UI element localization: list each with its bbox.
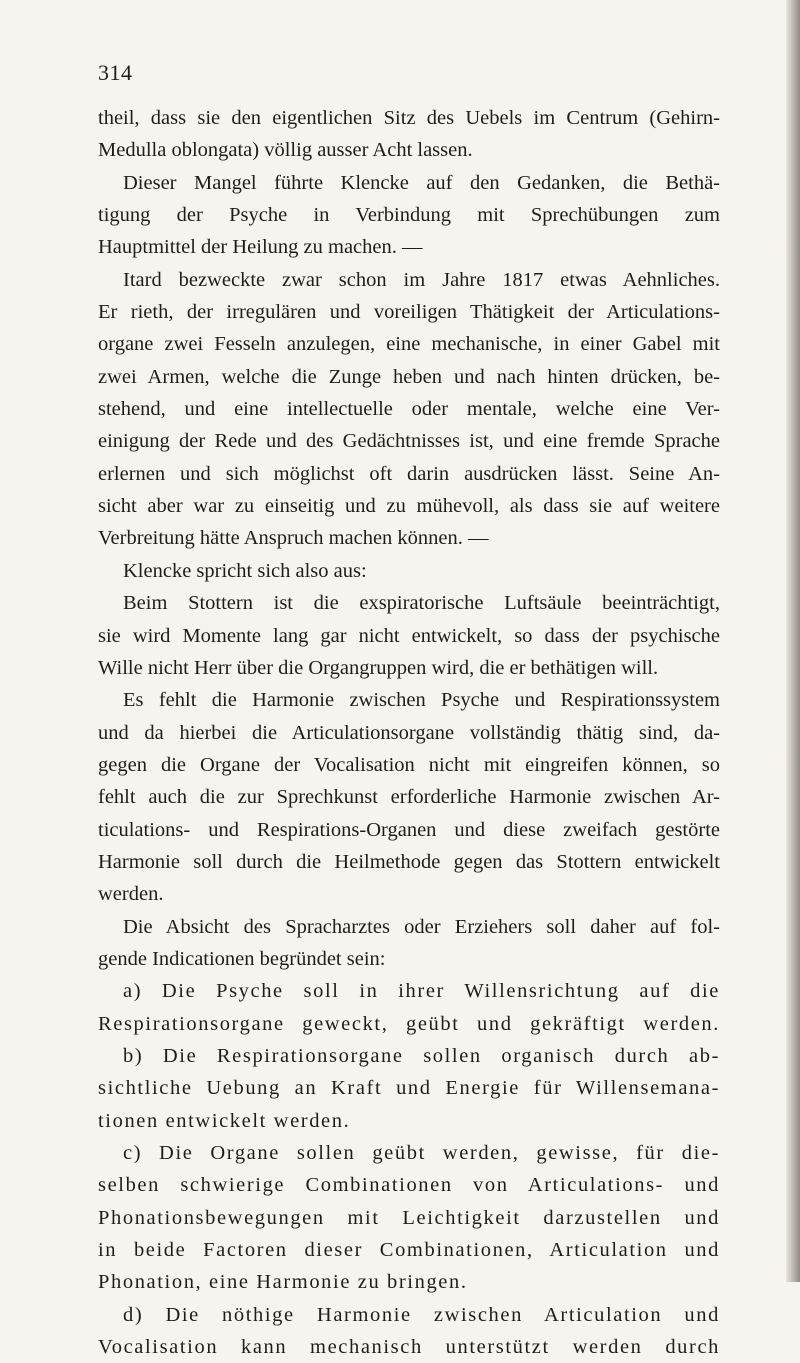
text-line: Wille nicht Herr über die Organgruppen wird, die er bethätigen will.	[98, 656, 659, 679]
text-line: organe zwei Fesseln anzulegen, eine mechanische, in einer Gabel mit	[98, 333, 720, 356]
text-line: c) Die Organe sollen geübt werden, gewisse, für die-	[123, 1142, 720, 1164]
text-line: theil, dass sie den eigentlichen Sitz des Uebels im Centrum (Gehirn-	[98, 107, 720, 129]
text-line: a) Die Psyche soll in ihrer Willensrichtung auf die	[123, 980, 720, 1003]
text-line: Vocalisation kann mechanisch unterstützt werden durch	[98, 1336, 720, 1359]
text-line: Hauptmittel der Heilung zu machen. —	[98, 236, 423, 259]
text-line: tigung der Psyche in Verbindung mit Sprechübungen zum	[98, 204, 720, 227]
text-line: Dieser Mangel führte Klencke auf den Gedanken, die Bethä-	[123, 171, 720, 194]
text-line: und da hierbei die Articulationsorgane vollständig thätig sind, da-	[98, 721, 720, 744]
text-line: sicht aber war zu einseitig und zu mühevoll, als dass sie auf weitere	[98, 495, 720, 518]
text-line: sichtliche Uebung an Kraft und Energie für Willensemana-	[98, 1077, 720, 1100]
text-line: Die Absicht des Spracharztes oder Erziehers soll daher auf fol-	[123, 915, 720, 938]
text-line: ticulations- und Respirations-Organen und diese zweifach gestörte	[98, 818, 720, 841]
text-line: Phonationsbewegungen mit Leichtigkeit darzustellen und	[98, 1206, 720, 1229]
scan-edge-shadow	[786, 0, 800, 1282]
text-line: selben schwierige Combinationen von Articulations- und	[98, 1174, 720, 1197]
text-line: zwei Armen, welche die Zunge heben und nach hinten drücken, be-	[98, 365, 720, 388]
text-line: erlernen und sich möglichst oft darin ausdrücken lässt. Seine An-	[98, 462, 720, 485]
text-line: d) Die nöthige Harmonie zwischen Articulation und	[123, 1303, 720, 1326]
text-line: Harmonie soll durch die Heilmethode gegen das Stottern entwickelt	[98, 850, 720, 873]
text-line: gende Indicationen begründet sein:	[98, 947, 386, 970]
text-line: sie wird Momente lang gar nicht entwickelt, so dass der psychische	[98, 624, 720, 647]
text-line: gegen die Organe der Vocalisation nicht mit eingreifen können, so	[98, 753, 720, 776]
text-line: b) Die Respirationsorgane sollen organisch durch ab-	[123, 1044, 720, 1067]
text-line: in beide Factoren dieser Combinationen, Articulation und	[98, 1239, 720, 1262]
text-line: werden.	[98, 883, 164, 906]
text-line: Phonation, eine Harmonie zu bringen.	[98, 1271, 468, 1294]
text-line: tionen entwickelt werden.	[98, 1109, 351, 1132]
text-line: Verbreitung hätte Anspruch machen können. —	[98, 527, 489, 550]
body-text	[98, 102, 720, 1363]
text-line: Es fehlt die Harmonie zwischen Psyche und Respirationssystem	[123, 689, 720, 712]
text-line: fehlt auch die zur Sprechkunst erforderliche Harmonie zwischen Ar-	[98, 786, 720, 809]
text-line: stehend, und eine intellectuelle oder mentale, welche eine Ver-	[98, 398, 720, 421]
page-number: 314	[98, 60, 133, 85]
text-line: Beim Stottern ist die exspiratorische Luftsäule beeinträchtigt,	[123, 592, 720, 615]
text-line: Medulla oblongata) völlig ausser Acht lassen.	[98, 139, 473, 162]
text-line: einigung der Rede und des Gedächtnisses ist, und eine fremde Sprache	[98, 430, 720, 453]
text-line: Er rieth, der irregulären und voreiligen Thätigkeit der Articulations-	[98, 301, 720, 324]
text-line: Klencke spricht sich also aus:	[123, 559, 367, 582]
text-line: Itard bezweckte zwar schon im Jahre 1817 etwas Aehnliches.	[123, 268, 720, 291]
text-line: Respirationsorgane geweckt, geübt und gekräftigt werden.	[98, 1012, 720, 1035]
